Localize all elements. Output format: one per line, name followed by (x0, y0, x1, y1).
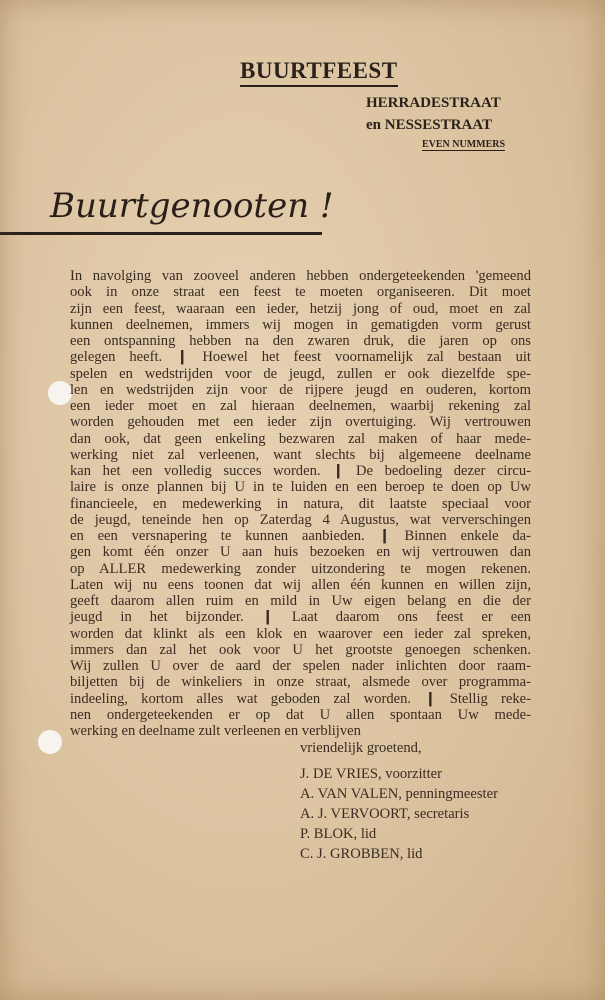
body-line: laire is onze plannen bij U in te luiden en een beroep te doen op Uw (70, 479, 531, 496)
body-line: worden dat klinkt als een klok en waarover een ieder zal spreken, (70, 625, 531, 642)
street-name-1: HERRADESTRAAT (366, 95, 501, 111)
signatory: A. J. VERVOORT, secretaris (300, 806, 470, 822)
body-line: gen komt één onzer U aan huis bezoeken en wij vertrouwen dan (70, 544, 531, 561)
body-line: geeft daarom allen ruim en mild in Uw eigen belang en die der (70, 593, 531, 609)
body-line: ook in onze straat een feest te moeten organiseeren. Dit moet (70, 284, 531, 301)
punch-hole (48, 381, 72, 405)
body-line: Laten wij nu eens toonen dat wij allen één kunnen en willen zijn, (70, 576, 531, 593)
body-line: kan het een volledig succes worden. ❙ De bedoeling dezer circu- (70, 463, 531, 479)
punch-hole (38, 730, 62, 754)
body-line: immers dan zal het ook voor U het grootste genoegen schenken. (70, 641, 531, 658)
body-line: spelen en wedstrijden voor de jeugd, zullen er ook diezelfde spe- (70, 365, 531, 382)
body-line: werking en deelname zult verleenen en verblijven (70, 723, 361, 739)
body-line: worden gehouden met een ieder zijn overtuiging. Wij vertrouwen (70, 414, 531, 431)
body-line: jeugd in het bijzonder. ❙ Laat daarom ons feest er een (70, 609, 531, 626)
street-name-2: en NESSESTRAAT (366, 117, 493, 133)
body-line: een ieder moet en zal hieraan deelnemen, waarbij rekening zal (70, 398, 531, 414)
signature-block (300, 740, 498, 866)
body-line: financieele, en medewerking in natura, dit laatste speciaal voor (70, 495, 531, 512)
document-title: BUURTFEEST (240, 58, 398, 87)
body-line: kunnen deelnemen, immers wij mogen in gematigden vorm gerust (70, 316, 531, 333)
body-line: len en wedstrijden zijn voor de rijpere jeugd en ouderen, kortom (70, 381, 531, 398)
letter-body (70, 268, 531, 739)
signatory: C. J. GROBBEN, lid (300, 846, 423, 862)
body-line: gelegen heeft. ❙ Hoewel het feest voornamelijk zal bestaan uit (70, 349, 531, 366)
signatory: A. VAN VALEN, penningmeester (300, 786, 498, 802)
body-line: dan ook, dat geen enkeling bezwaren zal maken of haar mede- (70, 430, 531, 447)
body-line: werking niet zal verleenen, want slechts bij algemeene deelname (70, 446, 531, 463)
body-line: zijn een feest, waaraan een ieder, hetzij jong of oud, moet en zal (70, 300, 531, 317)
body-line: op ALLER medewerking zonder uitzondering te mogen rekenen. (70, 560, 531, 577)
body-line: biljetten bij de winkeliers in onze straat, alsmede over programma- (70, 674, 531, 691)
heading-divider (0, 232, 322, 235)
signatory: J. DE VRIES, voorzitter (300, 766, 443, 782)
signatory: P. BLOK, lid (300, 826, 377, 842)
body-line: indeeling, kortom alles wat geboden zal worden. ❙ Stellig reke- (70, 690, 531, 707)
salutation-heading: Buurtgenooten ! (50, 186, 334, 226)
house-numbers-note: EVEN NUMMERS (422, 139, 506, 150)
body-line: nen ondergeteekenden er op dat U allen spontaan Uw mede- (70, 706, 531, 723)
body-line: Wij zullen U over de aard der spelen nader inlichten door raam- (70, 658, 531, 674)
body-line: In navolging van zooveel anderen hebben ondergeteekenden 'gemeend (70, 268, 531, 284)
body-line: en een versnapering te kunnen aanbieden. ❙ Binnen enkele da- (70, 528, 531, 544)
closing-phrase: vriendelijk groetend, (300, 740, 422, 756)
body-line: een ontspanning hebben na den zwaren druk, die jaren op ons (70, 333, 531, 349)
body-line: de jeugd, teneinde hen op Zaterdag 4 Augustus, wat ververschingen (70, 511, 531, 528)
